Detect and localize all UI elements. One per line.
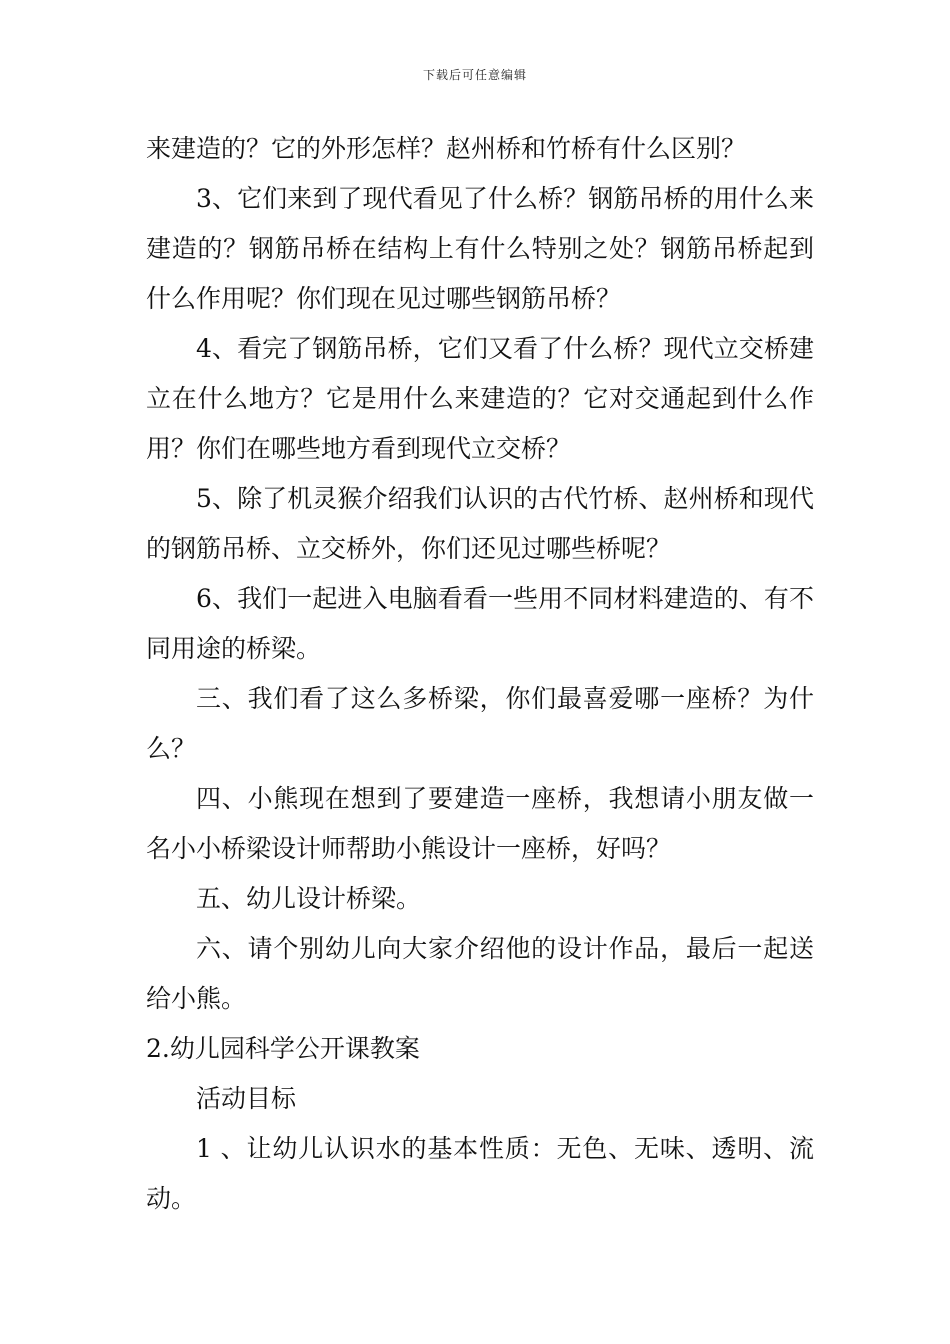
paragraph: 1 、让幼儿认识水的基本性质：无色、无味、透明、流动。	[146, 1134, 814, 1213]
paragraph: 3、它们来到了现代看见了什么桥？钢筋吊桥的用什么来建造的？钢筋吊桥在结构上有什么特别之处？钢筋吊桥起到什么作用呢？你们现在见过哪些钢筋吊桥？	[146, 184, 814, 313]
paragraph: 4、看完了钢筋吊桥，它们又看了什么桥？现代立交桥建立在什么地方？它是用什么来建造的？它对交通起到什么作用？你们在哪些地方看到现代立交桥？	[146, 334, 814, 463]
section-heading: 2.幼儿园科学公开课教案	[146, 1034, 420, 1063]
paragraph: 六、请个别幼儿向大家介绍他的设计作品，最后一起送给小熊。	[146, 934, 814, 1013]
subsection-heading: 活动目标	[196, 1084, 297, 1113]
page-header-note: 下载后可任意编辑	[422, 68, 527, 82]
document-body	[146, 124, 814, 1224]
paragraph: 6、我们一起进入电脑看看一些用不同材料建造的、有不同用途的桥梁。	[146, 584, 814, 663]
paragraph: 来建造的？它的外形怎样？赵州桥和竹桥有什么区别？	[146, 134, 747, 163]
paragraph: 四、小熊现在想到了要建造一座桥，我想请小朋友做一名小小桥梁设计师帮助小熊设计一座桥，好吗？	[146, 784, 814, 863]
paragraph: 五、幼儿设计桥梁。	[196, 884, 422, 913]
paragraph: 三、我们看了这么多桥梁，你们最喜爱哪一座桥？为什么？	[146, 684, 814, 763]
paragraph: 5、除了机灵猴介绍我们认识的古代竹桥、赵州桥和现代的钢筋吊桥、立交桥外，你们还见过哪些桥呢？	[146, 484, 814, 563]
